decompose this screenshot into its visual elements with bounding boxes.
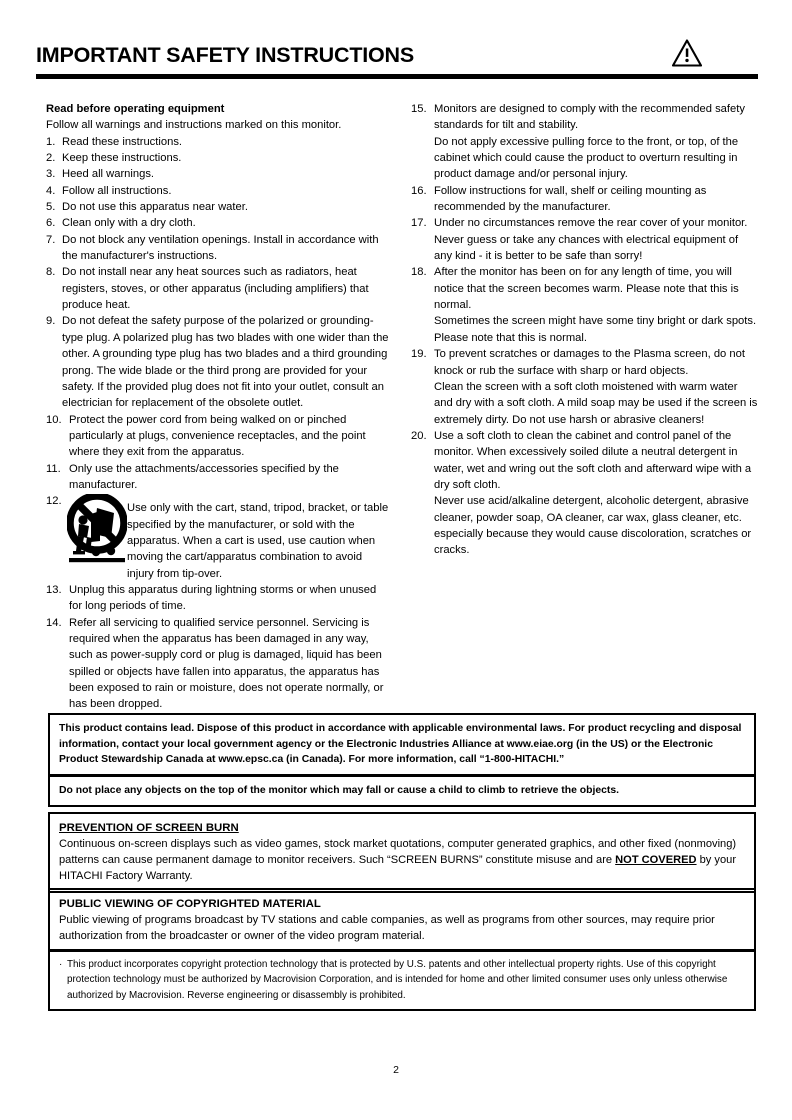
safety-item [46,199,391,215]
page-title: IMPORTANT SAFETY INSTRUCTIONS [36,43,415,67]
public-viewing-heading: PUBLIC VIEWING OF COPYRIGHTED MATERIAL [59,898,321,910]
item-number: 17. [411,217,427,230]
item-number: 11. [46,462,61,475]
no-objects-text: Do not place any objects on the top of the monitor which may fall or cause a child to climb to retrieve the objects. [59,785,620,796]
item-text: Keep these instructions. [62,152,182,165]
screen-burn-body-part2: by your HITACHI Factory Warranty. [59,854,737,883]
follow-warnings-text: Follow all warnings and instructions marked on this monitor. [46,119,342,132]
safety-item [46,412,391,461]
notice-box-screen-burn [48,812,756,893]
item-text: Refer all servicing to qualified service personnel. Servicing is required when the apparatus has been damaged in any way, such as power-supply cord or plug is damaged, liquid has been spilled or objects have fallen into apparatus, the apparatus has been exposed to rain or moisture, does not operate normally, or has been dropped. [69,616,384,711]
item-text: Read these instructions. [62,135,183,148]
notice-box-public-viewing [48,888,756,952]
item-number-cart-wrap [46,493,127,567]
safety-item [46,313,391,411]
item-text: To prevent scratches or damages to the Plasma screen, do not knock or rub the surface with sharp or hard objects. [434,348,745,377]
item-number: 5. [46,201,56,214]
notice-box-macrovision [48,949,756,1011]
safety-item [46,582,391,615]
item-text: Unplug this apparatus during lightning storms or when unused for long periods of time. [69,583,377,613]
lead-disposal-text: This product contains lead. Dispose of this product in accordance with applicable environmental laws. For product recycling and disposal information, contact your local government agency or the Electronic Industries Alliance at www.eiae.org (in the US) or the Electronic Product Stewardship Canada at www.epsc.ca (in Canada). For more information, call “1-800-HITACHI.” [59,723,742,766]
page-footer [0,1064,792,1076]
item-number: 7. [46,233,56,246]
item-number: 15. [411,103,427,115]
item-text: Do not block any ventilation openings. Install in accordance with the manufacturer's instructions. [62,233,379,263]
item-number: 10. [46,413,62,426]
item-text: Use only with the cart, stand, tripod, bracket, or table specified by the manufacturer, or sold with the apparatus. When a cart is used, use caution when moving the cart/apparatus combination to avoid injury from tip-over. [127,502,389,580]
item-subtext: Sometimes the screen might have some tiny bright or dark spots. Please note that this is normal. [434,315,757,344]
item-number: 12. [46,495,62,508]
screen-burn-body [59,836,745,885]
header-divider-rule [36,74,758,79]
item-number: 20. [411,429,427,442]
safety-item [46,150,391,166]
read-before-heading: Read before operating equipment [46,103,225,115]
safety-item [411,428,759,493]
safety-item [46,183,391,199]
safety-item [411,215,759,231]
item-text: Clean only with a dry cloth. [62,217,196,230]
safety-item [411,101,759,134]
item-number: 4. [46,184,56,197]
safety-item [411,346,759,379]
bullet-icon: · [59,959,63,970]
safety-item [411,264,759,313]
safety-item [46,166,391,182]
item-text: Heed all warnings. [62,168,155,181]
safety-item [46,134,391,150]
warning-triangle-icon [672,39,702,67]
page-number: 2 [393,1064,399,1076]
safety-item [46,232,391,265]
item-number: 9. [46,315,56,328]
item-number: 3. [46,168,56,181]
item-number: 1. [46,135,56,148]
item-text: Follow all instructions. [62,184,172,197]
item-number: 6. [46,217,56,230]
item-number: 14. [46,616,62,629]
item-number: 13. [46,583,62,596]
safety-item [46,615,391,713]
right-text-column [411,101,759,559]
item-subtext: Clean the screen with a soft cloth moistened with warm water and dry with a soft cloth. A mild soap may be used if the screen is extremely dirty. Do not use harsh or abrasive cleaners! [434,380,758,426]
item-text: Monitors are designed to comply with the recommended safety standards for tilt and stability. [434,103,745,132]
macrovision-row [59,957,745,1003]
safety-item [46,215,391,231]
screen-burn-body-part1: Continuous on-screen displays such as video games, stock market quotations, computer generated graphics, and other fixed (nonmoving) patterns can cause permanent damage to monitor receivers. Such “SCREEN BURNS” constitute misuse and are [59,838,737,867]
item-number: 8. [46,266,56,279]
item-text: Do not use this apparatus near water. [62,201,248,214]
item-number: 16. [411,184,427,197]
screen-burn-emphasis: NOT COVERED [615,854,697,867]
macrovision-body: This product incorporates copyright protection technology that is protected by U.S. patents and other intellectual property rights. Use of this copyright protection technology must be authorized by Macrovision Corporation, and is intended for home and other limited consumer uses only unless otherwise authorized by Macrovision. Reverse engineering or disassembly is prohibited. [67,959,728,1001]
item-text: Do not defeat the safety purpose of the polarized or grounding-type plug. A polarized plug has two blades with one wider than the other. A grounding type plug has two blades and a third grounding prong. The wide blade or the third prong are provided for your safety. If the provided plug does not fit into your outlet, consult an electrician for replacement of the obsolete outlet. [62,315,389,410]
safety-item [411,183,759,216]
no-cart-tipover-icon [67,494,127,566]
safety-item-cart [46,493,391,582]
screen-burn-heading: PREVENTION OF SCREEN BURN [59,822,239,834]
item-subtext: Never use acid/alkaline detergent, alcoholic detergent, abrasive cleaner, powder soap, OA cleaner, car wax, glass cleaner, etc. especially because they would cause discoloration, scratches or cracks. [434,495,752,557]
item-number: 19. [411,348,427,361]
item-text: Follow instructions for wall, shelf or ceiling mounting as recommended by the manufacturer. [434,184,707,214]
item-text: Do not install near any heat sources such as radiators, heat registers, stoves, or other apparatus (including amplifiers) that produce heat. [62,266,369,312]
item-subtext: Never guess or take any chances with electrical equipment of any kind - it is better to be safe than sorry! [434,233,739,263]
item-text: Only use the attachments/accessories specified by the manufacturer. [69,462,339,491]
public-viewing-body: Public viewing of programs broadcast by TV stations and cable companies, as well as programs from other sources, may require prior authorization from the broadcaster or owner of the video program material. [59,914,715,943]
safety-item [46,264,391,313]
notice-box-no-objects [48,775,756,807]
item-number: 18. [411,266,427,279]
item-text: After the monitor has been on for any length of time, you will notice that the screen becomes warm. Please note that this is normal. [434,266,739,312]
safety-item [46,461,391,494]
item-text: Protect the power cord from being walked on or pinched particularly at plugs, convenience receptacles, and the point where they exit from the apparatus. [69,413,366,459]
left-text-column [46,101,391,713]
item-subtext: Do not apply excessive pulling force to the front, or top, of the cabinet which could cause the product to overturn resulting in product damage and/or personal injury. [434,135,739,181]
item-number: 2. [46,152,56,165]
item-text: Under no circumstances remove the rear cover of your monitor. [434,217,748,230]
item-text: Use a soft cloth to clean the cabinet and control panel of the monitor. When excessively soiled dilute a neutral detergent in water, wet and wring out the soft cloth and afterward wipe with a dry soft cloth. [434,429,752,491]
notice-box-lead-disposal [48,713,756,776]
